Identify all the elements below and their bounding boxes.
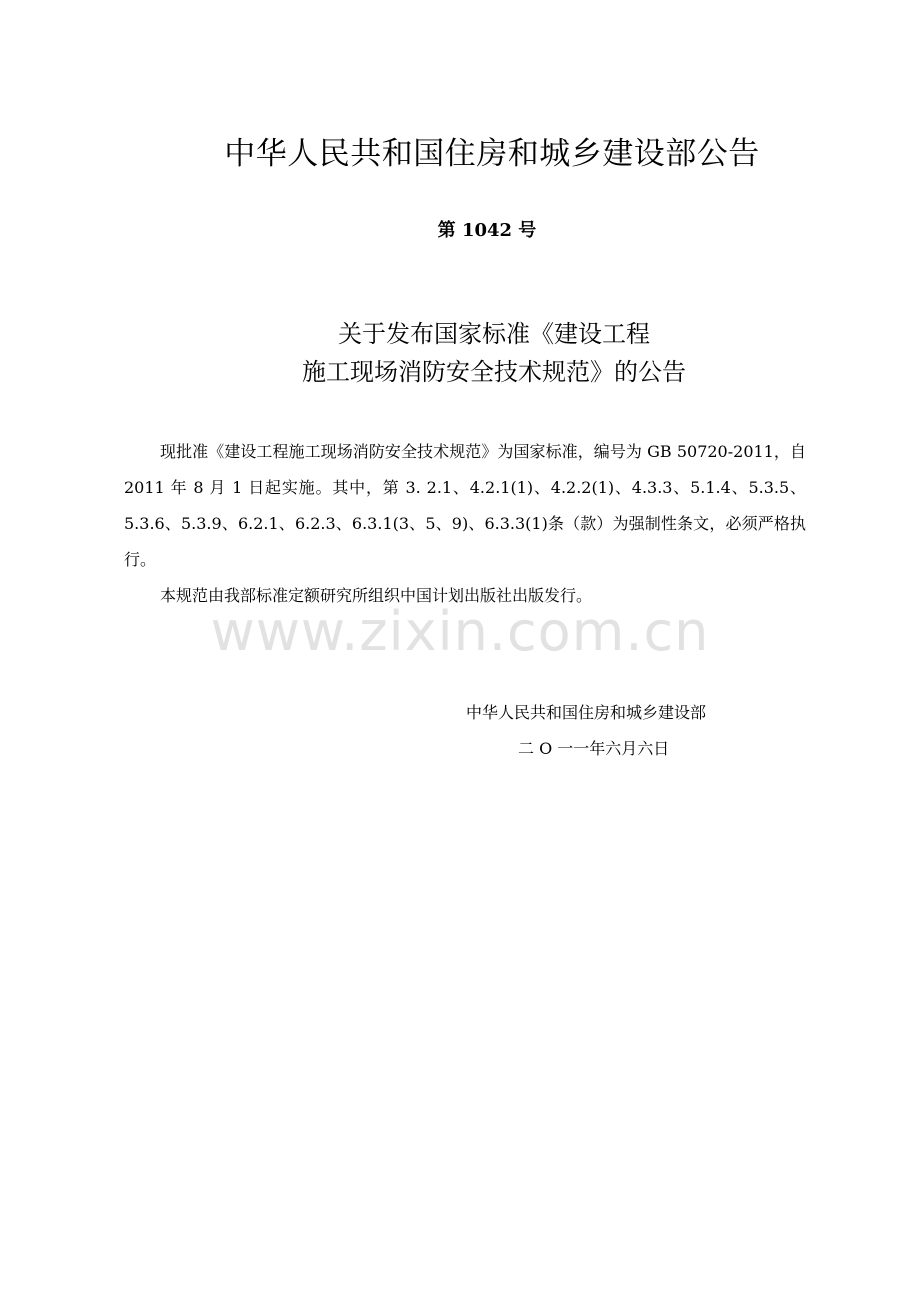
signature-organization: 中华人民共和国住房和城乡建设部 [466, 703, 707, 722]
announcement-subtitle [0, 315, 920, 391]
issue-number: 第 1042 号 [437, 220, 537, 241]
body-paragraph-publisher: 本规范由我部标准定额研究所组织中国计划出版社出版发行。 [160, 586, 593, 605]
watermark: www.zixin.com.cn [210, 600, 710, 663]
announcement-title: 中华人民共和国住房和城乡建设部公告 [224, 136, 760, 172]
body-paragraph-approval: 现批准《建设工程施工现场消防安全技术规范》为国家标准，编号为 GB 50720-2011，自 2011 年 8 月 1 日起实施。其中，第 3. 2.1、4.2.1(1)、4.2.2(1)、4.3.3、5.1.4、5.3.5、5.3.6、5.3.9、6.2.1、6.2.3、6.3.1(3、5、9)、6.3.3(1)条（款）为强制性条文，必须严格执行。 [124, 442, 806, 569]
signature-date: 二 O 一一年六月六日 [518, 739, 670, 758]
announcement-body [124, 434, 806, 614]
subtitle-line-2: 施工现场消防安全技术规范》的公告 [302, 358, 686, 386]
subtitle-line-1: 关于发布国家标准《建设工程 [338, 320, 650, 348]
